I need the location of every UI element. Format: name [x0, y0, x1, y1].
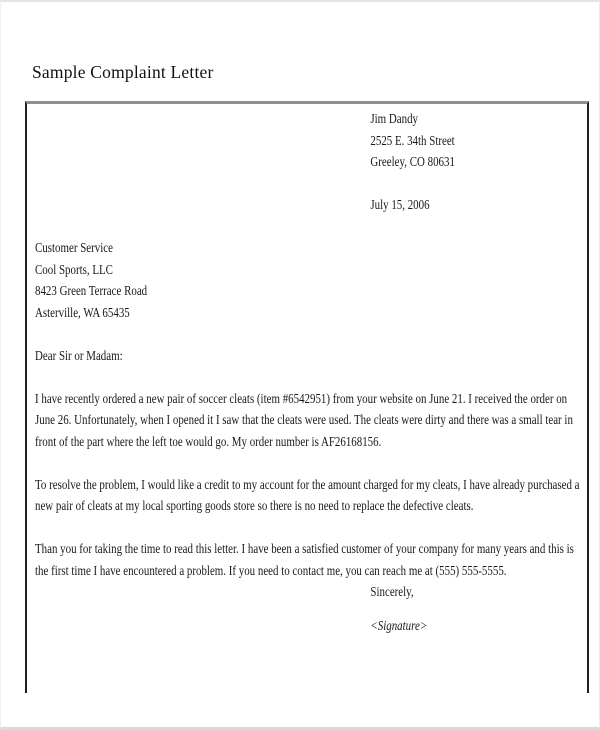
sender-city: Greeley, CO 80631 — [370, 155, 455, 170]
signature-placeholder: <Signature> — [370, 618, 428, 634]
recipient-address — [35, 238, 581, 324]
letter-content — [35, 109, 581, 637]
body-paragraph-3: Than you for taking the time to read this letter. I have been a satisfied customer of your company for many years and this is the first time I have encountered a problem. If you need to contact me, you can reach me at (555) 555-5555. — [35, 542, 574, 579]
page-title: Sample Complaint Letter — [32, 62, 214, 82]
letter-frame — [25, 101, 589, 693]
body-paragraph-1: I have recently ordered a new pair of soccer cleats (item #6542951) from your website on June 21. I received the order on June 26. Unfortunately, when I opened it I saw that the cleats were used. The cleats were dirty and there was a small tear in front of the part where the left toe would go. My order number is AF26168156. — [35, 391, 573, 450]
sender-street: 2525 E. 34th Street — [370, 133, 455, 149]
sender-address — [370, 109, 581, 174]
sender-name: Jim Dandy — [370, 112, 419, 127]
recipient-line-3: 8423 Green Terrace Road — [35, 284, 148, 299]
body-paragraph-2: To resolve the problem, I would like a credit to my account for the amount charged for my cleats, I have already purchased a new pair of cleats at my local sporting goods store so there is no need to replace the defective cleats. — [35, 477, 580, 514]
salutation: Dear Sir or Madam: — [35, 348, 123, 364]
recipient-line-4: Asterville, WA 65435 — [35, 305, 130, 321]
letter-date: July 15, 2006 — [370, 198, 430, 213]
closing-line: Sincerely, — [370, 585, 414, 600]
recipient-line-2: Cool Sports, LLC — [35, 262, 113, 278]
recipient-line-1: Customer Service — [35, 241, 113, 256]
